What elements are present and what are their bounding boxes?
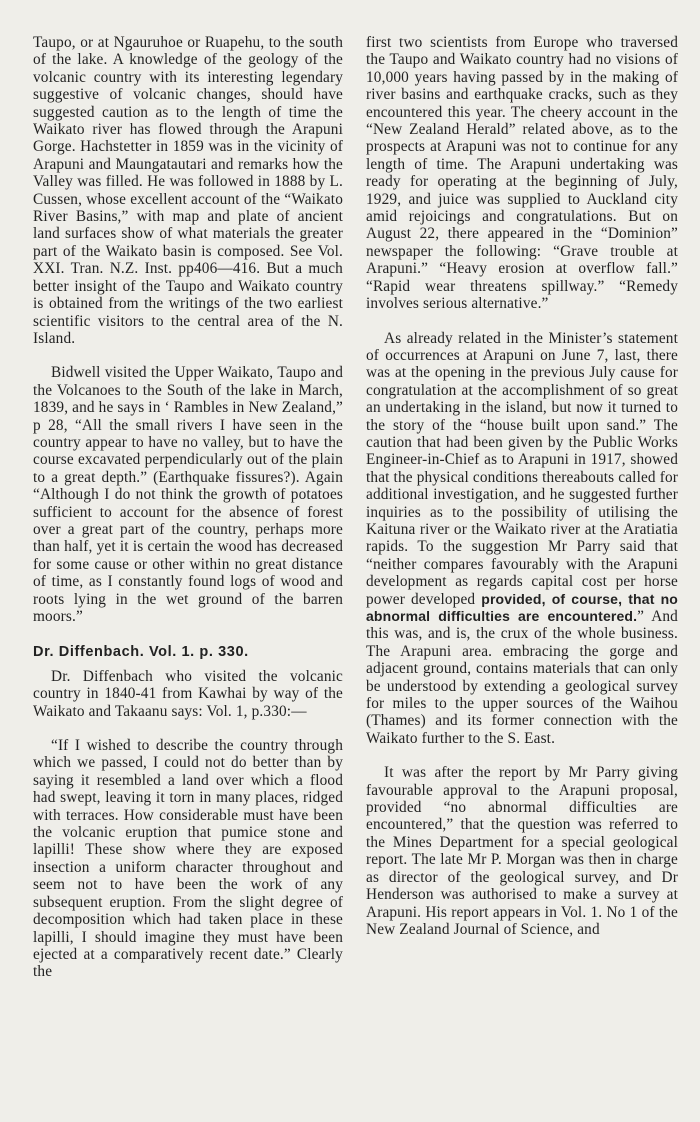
paragraph-bidwell: Bidwell visited the Upper Waikato, Taupo and the Volcanoes to the South of the lake in March, 1839, and he says in ‘ Rambles in New Zealand,” p 28, “All the small rivers I have seen in the country appear to have no valley, but to have the course excavated perpendicularly out of the plain to a great depth.” (Earthquake fissures?). Again “Although I do not think the growth of potatoes sufficient to account for the absence of forest over a great part of the country, perhaps more than half, yet it is certain the wood has decreased for some cause or other within no great distance of time, as I constantly found logs of wood and roots lying in the wet ground of the barren moors.” (33, 364, 343, 625)
paragraph-minister-statement (366, 330, 678, 748)
paragraph-diffenbach-quote: “If I wished to describe the country through which we passed, I could not do better than by saying it resembled a land over which a flood had swept, leaving it torn in many places, ridged with terraces. How considerable must have been the volcanic eruption that pumice stone and lapilli! These show where they are exposed insection a uniform character throughout and seem not to have been the work of any subsequent eruption. From the slight degree of decomposition which had taken place in these lapilli, I should imagine they must have been ejected at a comparatively recent date.” Clearly the (33, 737, 343, 981)
paragraph-parry-report: It was after the report by Mr Parry giving favourable approval to the Arapuni proposal, provided “no abnormal difficulties are encountered,” that the question was referred to the Mines Department for a special geological report. The late Mr P. Morgan was then in charge as director of the geological survey, and Dr Henderson was authorised to make a survey at Arapuni. His report appears in Vol. 1. No 1 of the New Zealand Journal of Science, and (366, 764, 678, 938)
paragraph-diffenbach-intro: Dr. Diffenbach who visited the volcanic country in 1840-41 from Kawhai by way of the Waikato and Takaanu says: Vol. 1, p.330:— (33, 667, 343, 720)
paragraph-taupo-geology: Taupo, or at Ngauruhoe or Ruapehu, to the south of the lake. A knowledge of the geology of the volcanic country with its interesting legendary suggestive of volcanic changes, should have suggested caution as to the length of time the Waikato river has flowed through the Arapuni Gorge. Hachstetter in 1859 was in the vicinity of Arapuni and Maungatautari and remarks how the Valley was filled. He was followed in 1888 by L. Cussen, whose excellent account of the “Waikato River Basins,” with map and plate of ancient land surfaces show of what materials the greater part of the Waikato basin is composed. See Vol. XXI. Tran. N.Z. Inst. pp406—416. But a much better insight of the Taupo and Waikato country is obtained from the writings of the two earliest scientific visitors to the central area of the N. Island. (33, 34, 343, 347)
section-heading-diffenbach: Dr. Diffenbach. Vol. 1. p. 330. (33, 644, 249, 661)
minister-statement-text: As already related in the Minister’s statement of occurrences at Arapuni on June 7, last, there was at the opening in the previous July cause for congratulation at the accomplishment of so great an undertaking in the island, but now it turned to the story of the “house built upon sand.” The caution that had been given by the Public Works Engineer-in-Chief as to Arapuni in 1917, showed that the physical conditions thereabouts called for additional investigation, and he suggested further inquiries as to the possibility of utilising the Kaituna river or the Waikato river at the Aratiatia rapids. To the suggestion Mr Parry said that “neither compares favourably with the Arapuni development as regards capital cost per horse power developed (366, 329, 678, 608)
left-column (33, 34, 343, 981)
paragraph-arapuni-trouble: first two scientists from Europe who traversed the Taupo and Waikato country had no visions of 10,000 years having passed by in the making of river basins and earthquake cracks, such as they encountered this year. The cheery account in the “New Zealand Herald” related above, as to the prospects at Arapuni was not to continue for any length of time. The Arapuni undertaking was ready for operating at the beginning of July, 1929, and juice was supplied to Auckland city amid rejoicings and congratulations. But on August 22, there appeared in the “Dominion” newspaper the following: “Grave trouble at Arapuni.” “Heavy erosion at overflow fall.” “Rapid wear threatens spillway.” “Remedy involves serious alternative.” (366, 34, 678, 313)
bold-proviso: provided, of course, that no abnormal difficulties are encountered. (366, 590, 678, 624)
right-column (366, 34, 678, 938)
minister-statement-continued: ” And this was, and is, the crux of the whole business. The Arapuni area. embracing the gorge and adjacent ground, contains materials that can only be understood by extending a geological survey for miles to the upper sources of the Waihou (Thames) and its former connection with the Waikato further to the S. East. (366, 608, 678, 747)
